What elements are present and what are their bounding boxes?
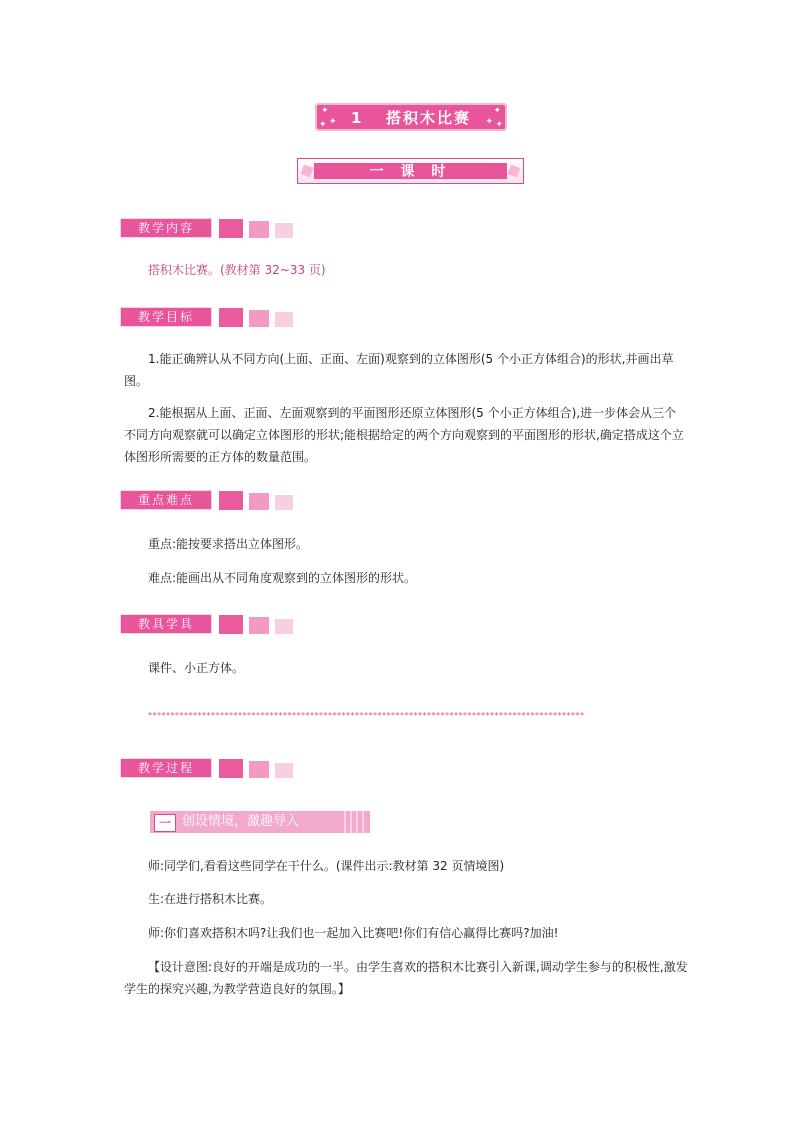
deco-block — [219, 308, 243, 327]
step-number: 一 — [154, 814, 176, 832]
step-1-header — [150, 811, 370, 833]
deco-block — [275, 763, 293, 778]
stripe — [350, 811, 352, 833]
star-icon: ✦ — [485, 117, 493, 127]
key-point-text: 重点:能按要求搭出立体图形。 — [148, 537, 309, 551]
section-label: 教具学具 — [120, 614, 212, 634]
step-title: 创设情境，激趣导入 — [182, 814, 300, 829]
star-icon: ✦ — [493, 106, 501, 116]
section-label: 教学过程 — [120, 758, 212, 778]
deco-block — [219, 491, 243, 510]
diamond-icon — [301, 165, 314, 178]
lesson-title-text: 搭积木比赛 — [385, 109, 471, 127]
period-tab-fill — [314, 163, 507, 179]
section-header-tools — [120, 614, 300, 634]
section-header-goals — [120, 307, 300, 327]
section-header-content — [120, 218, 300, 238]
deco-block — [219, 219, 243, 238]
star-icon: ✦ — [495, 120, 503, 130]
deco-block — [249, 761, 269, 778]
deco-block — [249, 617, 269, 634]
lesson-number: 1 — [351, 109, 364, 127]
deco-block — [275, 495, 293, 510]
star-icon: ✦ — [321, 106, 329, 116]
deco-block — [219, 615, 243, 634]
stripe — [362, 811, 364, 833]
goal-paragraph-1: 1.能正确辨认从不同方向(上面、正面、左面)观察到的立体图形(5 个小正方体组合)的形状,并画出草图。 — [124, 352, 674, 388]
stripe — [344, 811, 346, 833]
deco-block — [275, 619, 293, 634]
section-header-key-points — [120, 490, 300, 510]
star-icon: ✦ — [329, 117, 337, 127]
deco-block — [219, 759, 243, 778]
section-label: 重点难点 — [120, 490, 212, 510]
tools-text: 课件、小正方体。 — [148, 661, 245, 675]
dialog-line: 师:同学们,看看这些同学在干什么。(课件出示:教材第 32 页情境图) — [148, 859, 505, 873]
section-header-process — [120, 758, 300, 778]
deco-block — [275, 223, 293, 238]
deco-block — [275, 312, 293, 327]
period-label: 一 课 时 — [369, 164, 452, 180]
lesson-title-banner — [315, 103, 507, 131]
deco-block — [249, 221, 269, 238]
design-note: 【设计意图:良好的开端是成功的一半。由学生喜欢的搭积木比赛引入新课,调动学生参与的积极性,激发学生的探究兴趣,为教学营造良好的氛围。】 — [124, 960, 688, 996]
goal-paragraph-2: 2.能根据从上面、正面、左面观察到的平面图形还原立体图形(5 个小正方体组合),进一步体会从三个不同方向观察就可以确定立体图形的形状;能根据给定的两个方向观察到的平面图形的形状,确定搭成这个立体图形所需要的正方体的数量范围。 — [124, 406, 684, 464]
lesson-title — [315, 107, 507, 128]
diamond-icon — [508, 165, 521, 178]
star-icon: ✦ — [319, 120, 327, 130]
stripe — [356, 811, 358, 833]
section-label: 教学目标 — [120, 307, 212, 327]
section-label: 教学内容 — [120, 218, 212, 238]
period-tab — [297, 158, 524, 184]
difficulty-text: 难点:能画出从不同角度观察到的立体图形的形状。 — [148, 571, 417, 585]
deco-block — [249, 493, 269, 510]
deco-block — [249, 310, 269, 327]
star-divider: ************************************************************************************************* — [148, 711, 585, 720]
content-text: 搭积木比赛。(教材第 32~33 页) — [148, 263, 326, 277]
dialog-line: 生:在进行搭积木比赛。 — [148, 892, 273, 906]
dialog-line: 师:你们喜欢搭积木吗?让我们也一起加入比赛吧!你们有信心赢得比赛吗?加油! — [148, 926, 559, 940]
